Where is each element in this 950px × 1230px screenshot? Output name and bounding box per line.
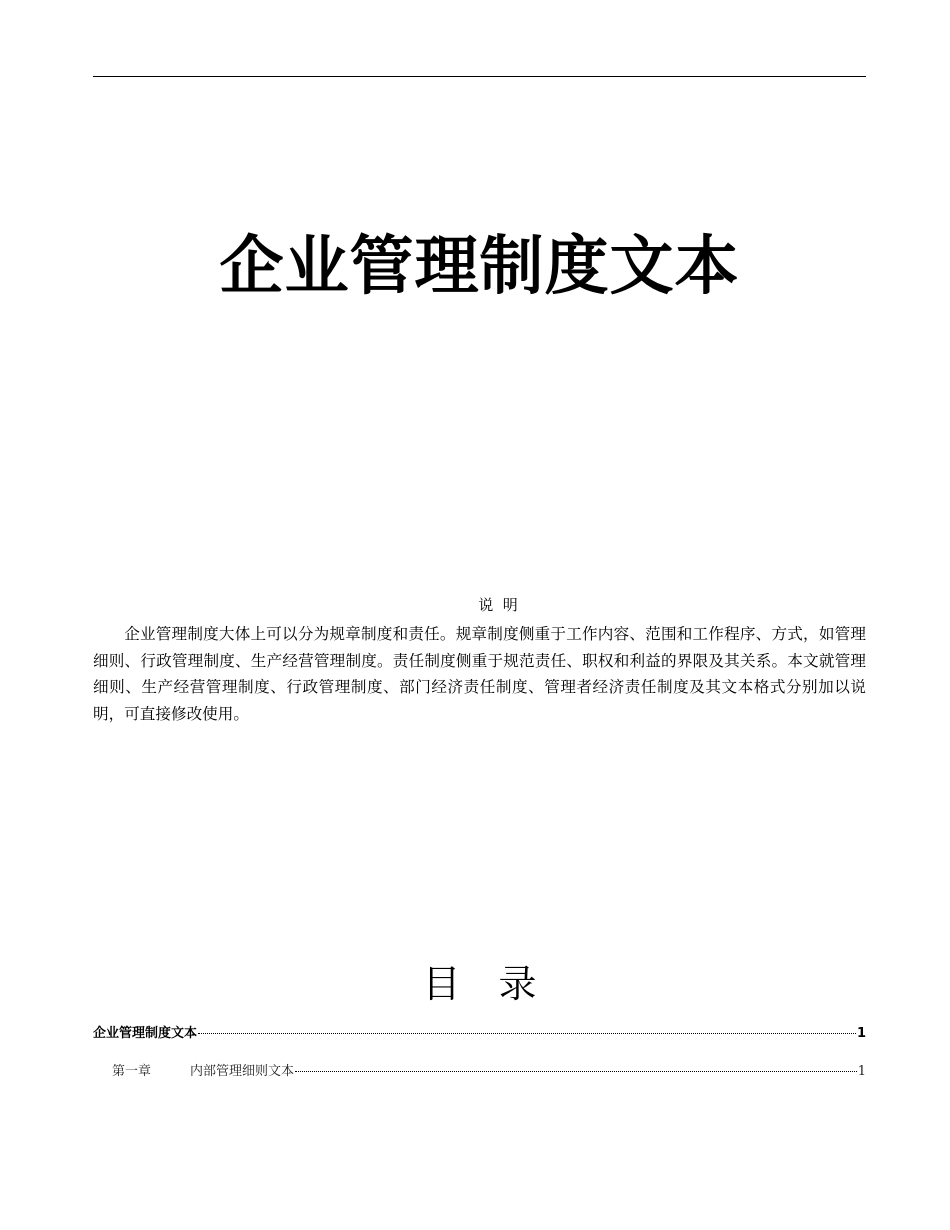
header-rule [93, 76, 866, 77]
toc-entry-title: 内部管理细则文本 [190, 1064, 295, 1079]
toc-dot-leader [295, 1071, 857, 1072]
document-title: 企业管理制度文本 [219, 229, 740, 304]
toc-entry-document[interactable] [93, 1023, 866, 1045]
toc-title-char-2: 录 [498, 962, 537, 1006]
note-heading: 说 明 [478, 596, 518, 614]
toc-entry-page: 1 [856, 1026, 866, 1041]
toc-entry-chapter: 第一章 [112, 1064, 152, 1079]
toc-entry-title: 企业管理制度文本 [93, 1026, 198, 1041]
toc-title [93, 954, 866, 1014]
toc-entry-chapter-1[interactable] [112, 1061, 866, 1083]
note-paragraph: 企业管理制度大体上可以分为规章制度和责任。规章制度侧重于工作内容、范围和工作程序、方式，如管理细则、行政管理制度、生产经营管理制度。责任制度侧重于规范责任、职权和利益的界限及其关系。本文就管理细则、生产经营管理制度、行政管理制度、部门经济责任制度、管理者经济责任制度及其文本格式分别加以说明，可直接修改使用。 [93, 625, 866, 723]
toc-entry-page: 1 [857, 1064, 866, 1079]
toc-title-char-1: 目 [422, 962, 461, 1006]
toc-dot-leader [198, 1033, 856, 1034]
